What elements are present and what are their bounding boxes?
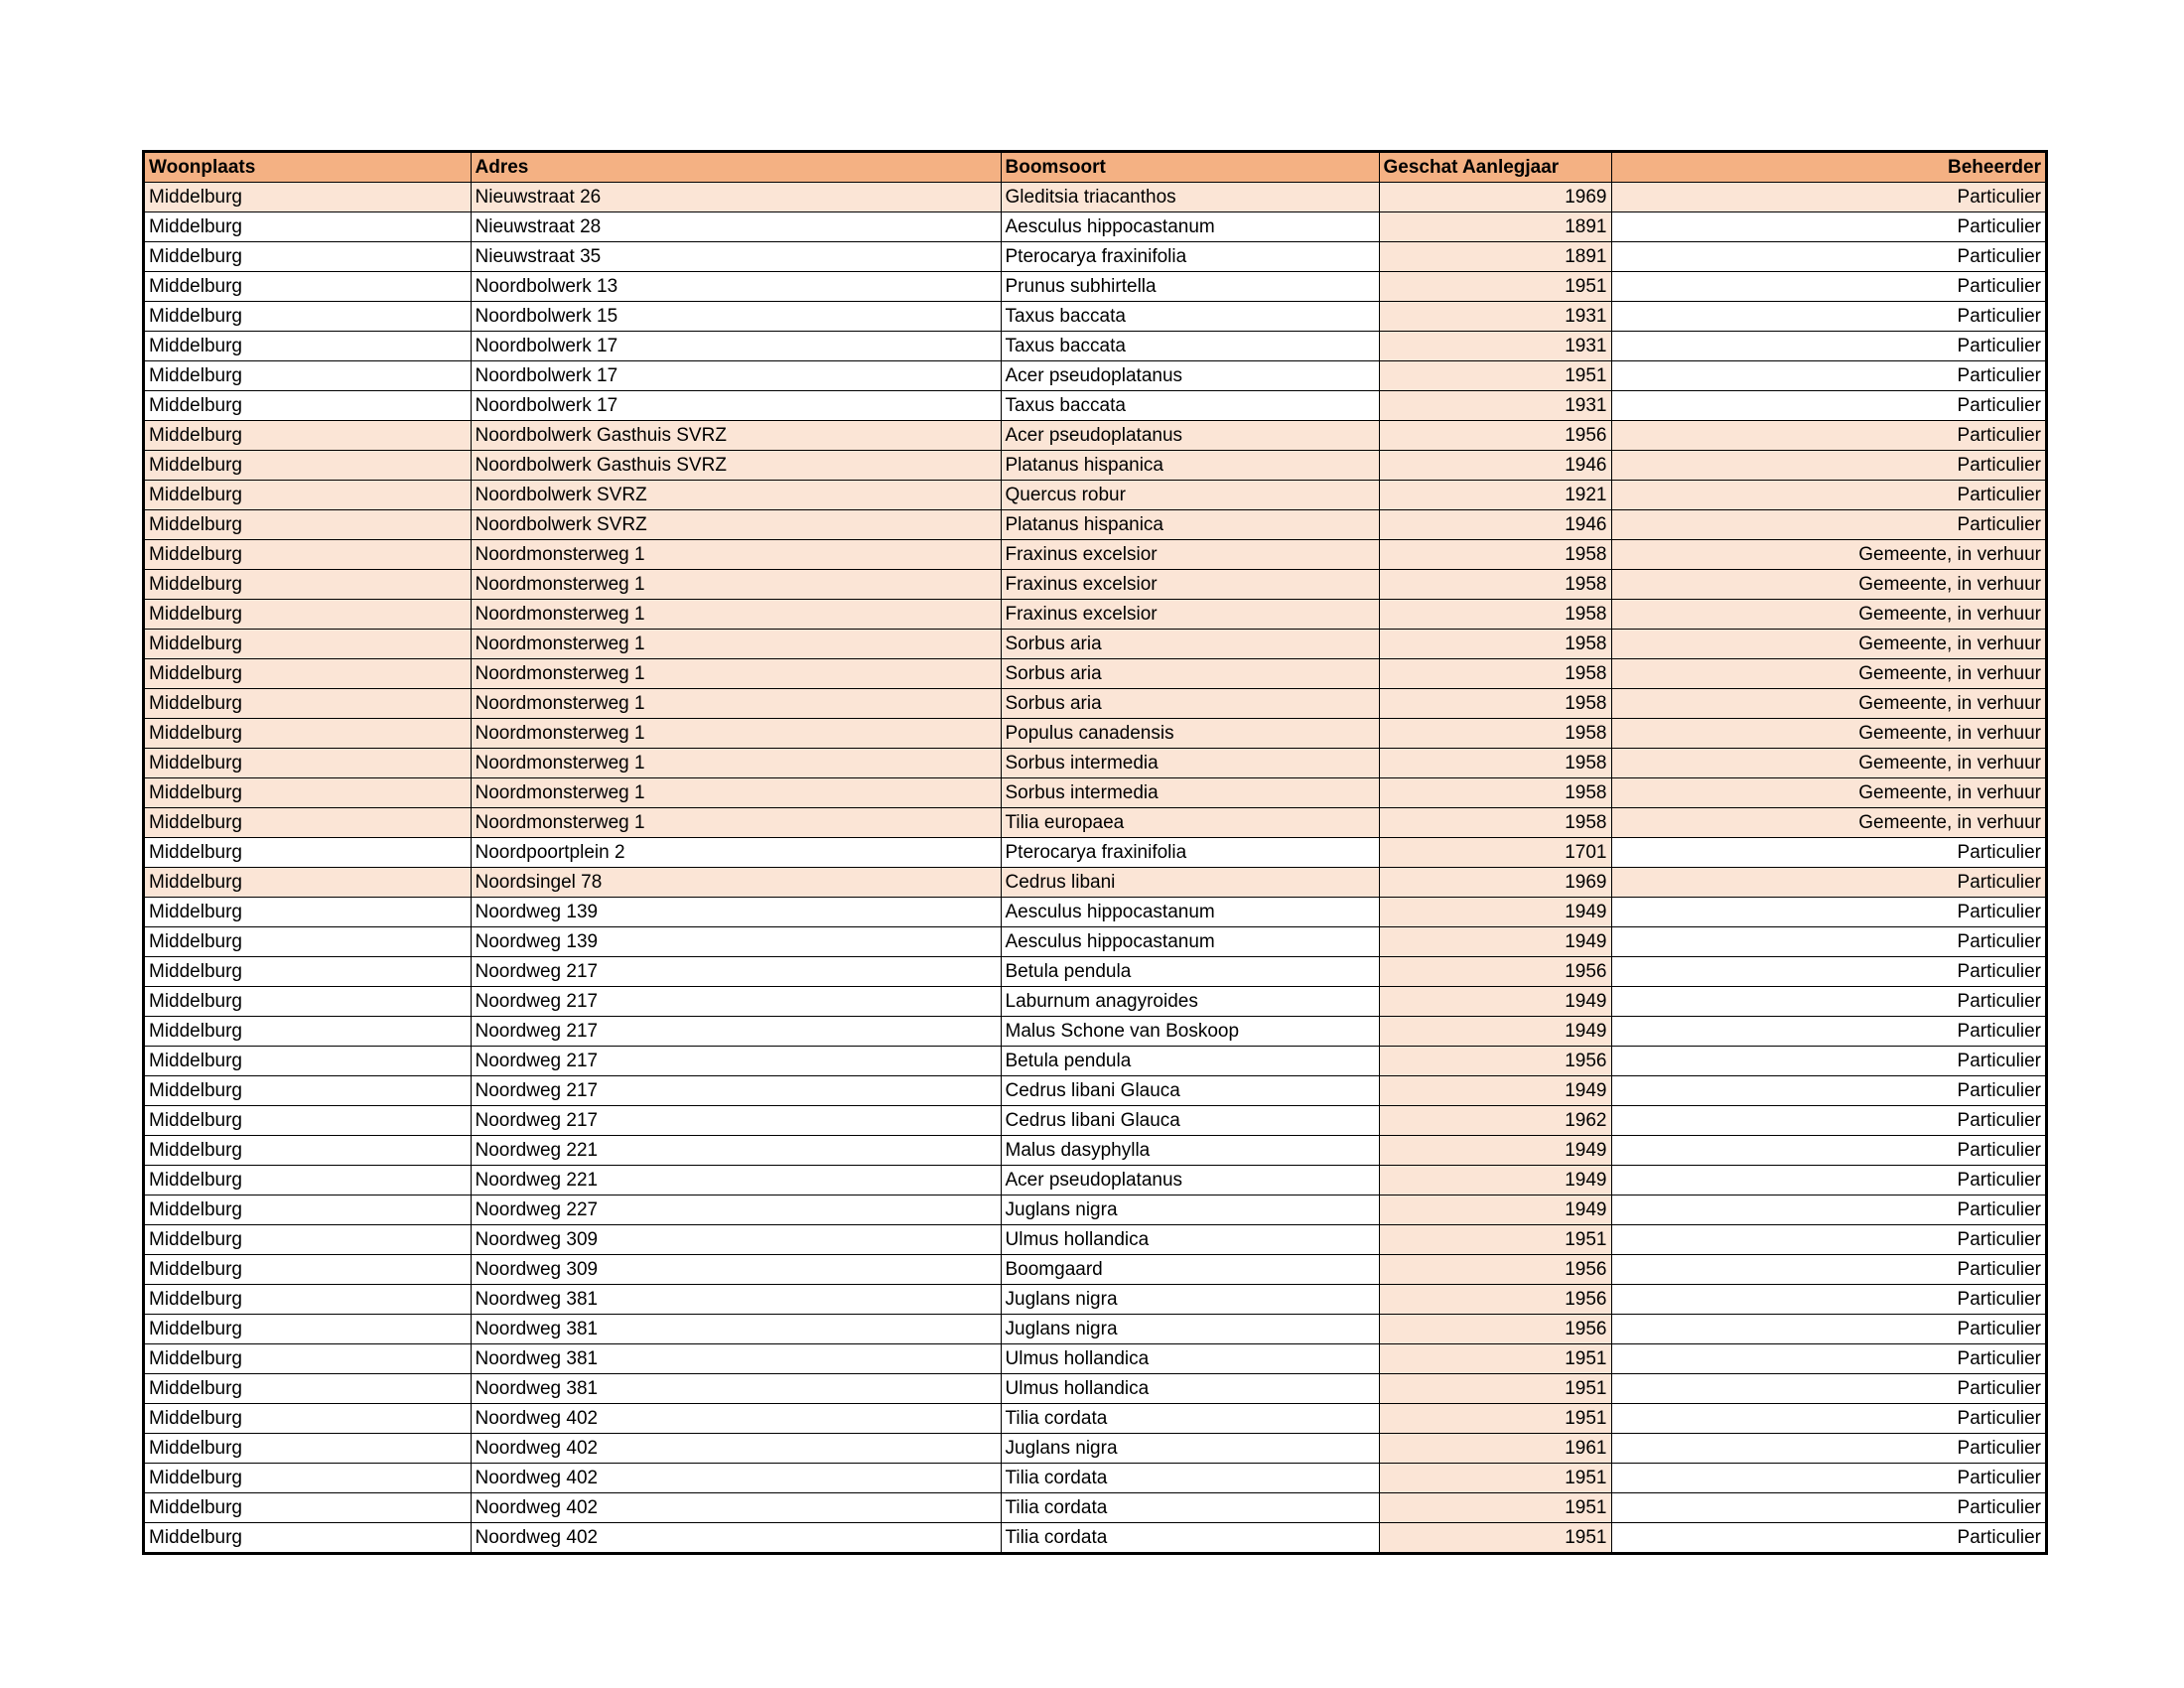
table-row	[145, 1106, 2045, 1136]
cell-woonplaats: Middelburg	[145, 481, 471, 510]
cell-beheerder: Particulier	[1611, 1344, 2045, 1374]
cell-boomsoort: Prunus subhirtella	[1001, 272, 1379, 302]
cell-woonplaats: Middelburg	[145, 1017, 471, 1047]
header-woonplaats: Woonplaats	[145, 153, 471, 183]
cell-aanlegjaar: 1951	[1379, 1523, 1611, 1553]
table-row	[145, 1523, 2045, 1553]
cell-adres: Noordweg 381	[471, 1315, 1001, 1344]
cell-adres: Noordmonsterweg 1	[471, 689, 1001, 719]
cell-boomsoort: Betula pendula	[1001, 1047, 1379, 1076]
table-row	[145, 1493, 2045, 1523]
cell-woonplaats: Middelburg	[145, 510, 471, 540]
cell-woonplaats: Middelburg	[145, 540, 471, 570]
cell-woonplaats: Middelburg	[145, 421, 471, 451]
cell-boomsoort: Juglans nigra	[1001, 1315, 1379, 1344]
cell-adres: Noordbolwerk 17	[471, 361, 1001, 391]
cell-aanlegjaar: 1951	[1379, 272, 1611, 302]
cell-woonplaats: Middelburg	[145, 600, 471, 630]
cell-boomsoort: Fraxinus excelsior	[1001, 540, 1379, 570]
table-row	[145, 242, 2045, 272]
cell-aanlegjaar: 1891	[1379, 212, 1611, 242]
cell-adres: Noordbolwerk 17	[471, 332, 1001, 361]
table-row	[145, 540, 2045, 570]
table-row	[145, 272, 2045, 302]
cell-beheerder: Particulier	[1611, 1017, 2045, 1047]
cell-woonplaats: Middelburg	[145, 391, 471, 421]
cell-adres: Noordbolwerk 15	[471, 302, 1001, 332]
cell-adres: Noordweg 381	[471, 1374, 1001, 1404]
cell-woonplaats: Middelburg	[145, 1136, 471, 1166]
table-row	[145, 689, 2045, 719]
cell-boomsoort: Juglans nigra	[1001, 1434, 1379, 1464]
cell-adres: Noordmonsterweg 1	[471, 570, 1001, 600]
table-row	[145, 1225, 2045, 1255]
cell-adres: Noordweg 402	[471, 1404, 1001, 1434]
table-row	[145, 808, 2045, 838]
cell-beheerder: Particulier	[1611, 272, 2045, 302]
cell-boomsoort: Betula pendula	[1001, 957, 1379, 987]
cell-boomsoort: Pterocarya fraxinifolia	[1001, 242, 1379, 272]
cell-boomsoort: Laburnum anagyroides	[1001, 987, 1379, 1017]
table-row	[145, 361, 2045, 391]
table-row	[145, 1047, 2045, 1076]
table-row	[145, 1255, 2045, 1285]
cell-beheerder: Particulier	[1611, 927, 2045, 957]
cell-aanlegjaar: 1962	[1379, 1106, 1611, 1136]
cell-aanlegjaar: 1969	[1379, 868, 1611, 898]
cell-beheerder: Particulier	[1611, 1285, 2045, 1315]
cell-woonplaats: Middelburg	[145, 659, 471, 689]
cell-beheerder: Particulier	[1611, 242, 2045, 272]
cell-aanlegjaar: 1949	[1379, 1166, 1611, 1196]
cell-aanlegjaar: 1946	[1379, 451, 1611, 481]
table-row	[145, 183, 2045, 212]
cell-adres: Noordmonsterweg 1	[471, 630, 1001, 659]
table-row	[145, 1374, 2045, 1404]
cell-beheerder: Particulier	[1611, 957, 2045, 987]
cell-aanlegjaar: 1951	[1379, 361, 1611, 391]
cell-beheerder: Gemeente, in verhuur	[1611, 659, 2045, 689]
cell-beheerder: Gemeente, in verhuur	[1611, 570, 2045, 600]
cell-aanlegjaar: 1949	[1379, 898, 1611, 927]
cell-boomsoort: Sorbus aria	[1001, 630, 1379, 659]
cell-boomsoort: Quercus robur	[1001, 481, 1379, 510]
cell-beheerder: Particulier	[1611, 1166, 2045, 1196]
cell-aanlegjaar: 1951	[1379, 1374, 1611, 1404]
table-row	[145, 1464, 2045, 1493]
cell-aanlegjaar: 1949	[1379, 927, 1611, 957]
cell-adres: Nieuwstraat 26	[471, 183, 1001, 212]
cell-aanlegjaar: 1951	[1379, 1493, 1611, 1523]
cell-beheerder: Particulier	[1611, 1047, 2045, 1076]
cell-beheerder: Particulier	[1611, 302, 2045, 332]
cell-aanlegjaar: 1949	[1379, 1076, 1611, 1106]
cell-boomsoort: Ulmus hollandica	[1001, 1344, 1379, 1374]
cell-aanlegjaar: 1958	[1379, 630, 1611, 659]
cell-woonplaats: Middelburg	[145, 898, 471, 927]
cell-adres: Noordpoortplein 2	[471, 838, 1001, 868]
cell-woonplaats: Middelburg	[145, 1285, 471, 1315]
header-adres: Adres	[471, 153, 1001, 183]
table-row	[145, 630, 2045, 659]
cell-beheerder: Particulier	[1611, 1255, 2045, 1285]
cell-aanlegjaar: 1956	[1379, 1255, 1611, 1285]
cell-boomsoort: Tilia cordata	[1001, 1464, 1379, 1493]
cell-boomsoort: Acer pseudoplatanus	[1001, 1166, 1379, 1196]
cell-adres: Noordweg 139	[471, 898, 1001, 927]
table-row	[145, 719, 2045, 749]
cell-aanlegjaar: 1951	[1379, 1225, 1611, 1255]
cell-aanlegjaar: 1958	[1379, 570, 1611, 600]
cell-woonplaats: Middelburg	[145, 1434, 471, 1464]
cell-adres: Noordbolwerk SVRZ	[471, 510, 1001, 540]
cell-adres: Nieuwstraat 35	[471, 242, 1001, 272]
table-row	[145, 1166, 2045, 1196]
table-row	[145, 749, 2045, 778]
cell-beheerder: Gemeente, in verhuur	[1611, 600, 2045, 630]
cell-woonplaats: Middelburg	[145, 1106, 471, 1136]
cell-boomsoort: Platanus hispanica	[1001, 510, 1379, 540]
cell-beheerder: Gemeente, in verhuur	[1611, 540, 2045, 570]
table-row	[145, 778, 2045, 808]
cell-beheerder: Particulier	[1611, 898, 2045, 927]
cell-boomsoort: Ulmus hollandica	[1001, 1374, 1379, 1404]
cell-beheerder: Particulier	[1611, 868, 2045, 898]
cell-boomsoort: Tilia cordata	[1001, 1493, 1379, 1523]
cell-beheerder: Particulier	[1611, 332, 2045, 361]
cell-aanlegjaar: 1961	[1379, 1434, 1611, 1464]
cell-woonplaats: Middelburg	[145, 272, 471, 302]
cell-adres: Noordweg 221	[471, 1166, 1001, 1196]
cell-boomsoort: Pterocarya fraxinifolia	[1001, 838, 1379, 868]
cell-aanlegjaar: 1956	[1379, 1047, 1611, 1076]
cell-aanlegjaar: 1951	[1379, 1464, 1611, 1493]
cell-boomsoort: Fraxinus excelsior	[1001, 570, 1379, 600]
cell-adres: Noordweg 309	[471, 1225, 1001, 1255]
cell-boomsoort: Taxus baccata	[1001, 302, 1379, 332]
cell-woonplaats: Middelburg	[145, 778, 471, 808]
cell-aanlegjaar: 1946	[1379, 510, 1611, 540]
cell-beheerder: Particulier	[1611, 838, 2045, 868]
cell-beheerder: Gemeente, in verhuur	[1611, 808, 2045, 838]
table-row	[145, 570, 2045, 600]
cell-boomsoort: Gleditsia triacanthos	[1001, 183, 1379, 212]
cell-boomsoort: Taxus baccata	[1001, 391, 1379, 421]
cell-woonplaats: Middelburg	[145, 1255, 471, 1285]
table-row	[145, 957, 2045, 987]
cell-woonplaats: Middelburg	[145, 689, 471, 719]
cell-aanlegjaar: 1949	[1379, 1196, 1611, 1225]
cell-adres: Noordmonsterweg 1	[471, 540, 1001, 570]
cell-adres: Noordmonsterweg 1	[471, 659, 1001, 689]
cell-boomsoort: Platanus hispanica	[1001, 451, 1379, 481]
table-row	[145, 898, 2045, 927]
cell-woonplaats: Middelburg	[145, 1493, 471, 1523]
cell-aanlegjaar: 1958	[1379, 600, 1611, 630]
cell-beheerder: Gemeente, in verhuur	[1611, 778, 2045, 808]
table-row	[145, 1017, 2045, 1047]
cell-boomsoort: Aesculus hippocastanum	[1001, 212, 1379, 242]
table-row	[145, 987, 2045, 1017]
cell-adres: Noordweg 309	[471, 1255, 1001, 1285]
cell-woonplaats: Middelburg	[145, 212, 471, 242]
table-row	[145, 1285, 2045, 1315]
cell-woonplaats: Middelburg	[145, 302, 471, 332]
cell-aanlegjaar: 1958	[1379, 808, 1611, 838]
header-boomsoort: Boomsoort	[1001, 153, 1379, 183]
cell-aanlegjaar: 1956	[1379, 1315, 1611, 1344]
table-row	[145, 1136, 2045, 1166]
cell-adres: Noordweg 221	[471, 1136, 1001, 1166]
cell-woonplaats: Middelburg	[145, 1315, 471, 1344]
cell-beheerder: Particulier	[1611, 183, 2045, 212]
cell-boomsoort: Sorbus intermedia	[1001, 749, 1379, 778]
cell-aanlegjaar: 1949	[1379, 987, 1611, 1017]
cell-adres: Noordweg 402	[471, 1523, 1001, 1553]
cell-adres: Noordweg 217	[471, 987, 1001, 1017]
cell-aanlegjaar: 1931	[1379, 302, 1611, 332]
table-row	[145, 481, 2045, 510]
cell-woonplaats: Middelburg	[145, 1464, 471, 1493]
cell-boomsoort: Taxus baccata	[1001, 332, 1379, 361]
cell-woonplaats: Middelburg	[145, 987, 471, 1017]
cell-beheerder: Particulier	[1611, 987, 2045, 1017]
cell-adres: Noordweg 217	[471, 1106, 1001, 1136]
cell-beheerder: Particulier	[1611, 361, 2045, 391]
cell-aanlegjaar: 1931	[1379, 391, 1611, 421]
cell-aanlegjaar: 1701	[1379, 838, 1611, 868]
cell-woonplaats: Middelburg	[145, 183, 471, 212]
table-row	[145, 332, 2045, 361]
cell-woonplaats: Middelburg	[145, 1196, 471, 1225]
table-row	[145, 302, 2045, 332]
cell-woonplaats: Middelburg	[145, 332, 471, 361]
cell-aanlegjaar: 1891	[1379, 242, 1611, 272]
cell-aanlegjaar: 1951	[1379, 1404, 1611, 1434]
cell-woonplaats: Middelburg	[145, 361, 471, 391]
cell-adres: Noordbolwerk Gasthuis SVRZ	[471, 451, 1001, 481]
table-row	[145, 1076, 2045, 1106]
table-row	[145, 1344, 2045, 1374]
cell-beheerder: Particulier	[1611, 391, 2045, 421]
cell-woonplaats: Middelburg	[145, 451, 471, 481]
cell-adres: Noordweg 217	[471, 957, 1001, 987]
cell-adres: Noordmonsterweg 1	[471, 778, 1001, 808]
cell-boomsoort: Ulmus hollandica	[1001, 1225, 1379, 1255]
cell-boomsoort: Malus dasyphylla	[1001, 1136, 1379, 1166]
cell-beheerder: Gemeente, in verhuur	[1611, 719, 2045, 749]
cell-beheerder: Particulier	[1611, 481, 2045, 510]
cell-beheerder: Particulier	[1611, 1136, 2045, 1166]
cell-woonplaats: Middelburg	[145, 1225, 471, 1255]
table-row	[145, 927, 2045, 957]
cell-boomsoort: Aesculus hippocastanum	[1001, 898, 1379, 927]
cell-boomsoort: Juglans nigra	[1001, 1196, 1379, 1225]
cell-beheerder: Gemeente, in verhuur	[1611, 749, 2045, 778]
cell-aanlegjaar: 1958	[1379, 719, 1611, 749]
table-row	[145, 838, 2045, 868]
cell-boomsoort: Populus canadensis	[1001, 719, 1379, 749]
cell-boomsoort: Acer pseudoplatanus	[1001, 421, 1379, 451]
cell-boomsoort: Tilia europaea	[1001, 808, 1379, 838]
cell-adres: Noordweg 227	[471, 1196, 1001, 1225]
table-row	[145, 212, 2045, 242]
cell-aanlegjaar: 1931	[1379, 332, 1611, 361]
cell-aanlegjaar: 1958	[1379, 659, 1611, 689]
cell-woonplaats: Middelburg	[145, 1076, 471, 1106]
cell-woonplaats: Middelburg	[145, 868, 471, 898]
cell-aanlegjaar: 1949	[1379, 1136, 1611, 1166]
table-row	[145, 451, 2045, 481]
cell-boomsoort: Boomgaard	[1001, 1255, 1379, 1285]
cell-boomsoort: Cedrus libani	[1001, 868, 1379, 898]
cell-beheerder: Particulier	[1611, 1374, 2045, 1404]
tree-register-table	[142, 150, 2048, 1555]
table-row	[145, 1404, 2045, 1434]
cell-woonplaats: Middelburg	[145, 719, 471, 749]
cell-adres: Noordsingel 78	[471, 868, 1001, 898]
cell-boomsoort: Cedrus libani Glauca	[1001, 1106, 1379, 1136]
cell-beheerder: Particulier	[1611, 1225, 2045, 1255]
cell-boomsoort: Sorbus aria	[1001, 689, 1379, 719]
cell-adres: Noordweg 217	[471, 1047, 1001, 1076]
cell-aanlegjaar: 1949	[1379, 1017, 1611, 1047]
cell-beheerder: Particulier	[1611, 1196, 2045, 1225]
table-row	[145, 600, 2045, 630]
cell-beheerder: Particulier	[1611, 1076, 2045, 1106]
cell-woonplaats: Middelburg	[145, 1374, 471, 1404]
table-row	[145, 868, 2045, 898]
cell-woonplaats: Middelburg	[145, 957, 471, 987]
table-row	[145, 510, 2045, 540]
cell-woonplaats: Middelburg	[145, 1344, 471, 1374]
cell-beheerder: Particulier	[1611, 1464, 2045, 1493]
cell-boomsoort: Juglans nigra	[1001, 1285, 1379, 1315]
table-row	[145, 421, 2045, 451]
cell-woonplaats: Middelburg	[145, 927, 471, 957]
cell-adres: Nieuwstraat 28	[471, 212, 1001, 242]
cell-beheerder: Particulier	[1611, 421, 2045, 451]
cell-woonplaats: Middelburg	[145, 242, 471, 272]
cell-adres: Noordweg 402	[471, 1464, 1001, 1493]
cell-beheerder: Particulier	[1611, 1493, 2045, 1523]
cell-aanlegjaar: 1956	[1379, 421, 1611, 451]
cell-adres: Noordweg 217	[471, 1076, 1001, 1106]
cell-beheerder: Particulier	[1611, 451, 2045, 481]
cell-boomsoort: Sorbus intermedia	[1001, 778, 1379, 808]
cell-beheerder: Particulier	[1611, 1523, 2045, 1553]
cell-adres: Noordbolwerk 17	[471, 391, 1001, 421]
cell-adres: Noordmonsterweg 1	[471, 600, 1001, 630]
cell-beheerder: Gemeente, in verhuur	[1611, 689, 2045, 719]
header-beheerder: Beheerder	[1611, 153, 2045, 183]
cell-adres: Noordmonsterweg 1	[471, 808, 1001, 838]
table-row	[145, 1434, 2045, 1464]
cell-beheerder: Particulier	[1611, 1404, 2045, 1434]
cell-adres: Noordbolwerk 13	[471, 272, 1001, 302]
cell-woonplaats: Middelburg	[145, 749, 471, 778]
cell-aanlegjaar: 1956	[1379, 957, 1611, 987]
cell-adres: Noordbolwerk Gasthuis SVRZ	[471, 421, 1001, 451]
cell-aanlegjaar: 1951	[1379, 1344, 1611, 1374]
cell-woonplaats: Middelburg	[145, 570, 471, 600]
cell-woonplaats: Middelburg	[145, 1404, 471, 1434]
cell-woonplaats: Middelburg	[145, 1523, 471, 1553]
cell-aanlegjaar: 1958	[1379, 749, 1611, 778]
header-geschat-aanlegjaar: Geschat Aanlegjaar	[1379, 153, 1611, 183]
cell-beheerder: Particulier	[1611, 510, 2045, 540]
cell-boomsoort: Tilia cordata	[1001, 1523, 1379, 1553]
cell-beheerder: Particulier	[1611, 212, 2045, 242]
cell-beheerder: Particulier	[1611, 1106, 2045, 1136]
cell-woonplaats: Middelburg	[145, 1047, 471, 1076]
cell-woonplaats: Middelburg	[145, 1166, 471, 1196]
cell-adres: Noordweg 381	[471, 1285, 1001, 1315]
table-row	[145, 391, 2045, 421]
cell-beheerder: Particulier	[1611, 1315, 2045, 1344]
table-row	[145, 1196, 2045, 1225]
cell-boomsoort: Malus Schone van Boskoop	[1001, 1017, 1379, 1047]
cell-boomsoort: Sorbus aria	[1001, 659, 1379, 689]
cell-aanlegjaar: 1921	[1379, 481, 1611, 510]
header-row	[145, 153, 2045, 183]
cell-adres: Noordweg 139	[471, 927, 1001, 957]
cell-beheerder: Gemeente, in verhuur	[1611, 630, 2045, 659]
table-row	[145, 659, 2045, 689]
cell-adres: Noordmonsterweg 1	[471, 719, 1001, 749]
cell-woonplaats: Middelburg	[145, 838, 471, 868]
cell-adres: Noordweg 381	[471, 1344, 1001, 1374]
table-row	[145, 1315, 2045, 1344]
cell-adres: Noordweg 402	[471, 1493, 1001, 1523]
cell-boomsoort: Tilia cordata	[1001, 1404, 1379, 1434]
cell-adres: Noordmonsterweg 1	[471, 749, 1001, 778]
cell-woonplaats: Middelburg	[145, 808, 471, 838]
cell-boomsoort: Aesculus hippocastanum	[1001, 927, 1379, 957]
cell-woonplaats: Middelburg	[145, 630, 471, 659]
cell-aanlegjaar: 1969	[1379, 183, 1611, 212]
cell-aanlegjaar: 1958	[1379, 689, 1611, 719]
cell-adres: Noordweg 217	[471, 1017, 1001, 1047]
cell-aanlegjaar: 1958	[1379, 540, 1611, 570]
cell-boomsoort: Cedrus libani Glauca	[1001, 1076, 1379, 1106]
cell-adres: Noordbolwerk SVRZ	[471, 481, 1001, 510]
cell-aanlegjaar: 1956	[1379, 1285, 1611, 1315]
cell-boomsoort: Acer pseudoplatanus	[1001, 361, 1379, 391]
cell-aanlegjaar: 1958	[1379, 778, 1611, 808]
cell-beheerder: Particulier	[1611, 1434, 2045, 1464]
cell-adres: Noordweg 402	[471, 1434, 1001, 1464]
cell-boomsoort: Fraxinus excelsior	[1001, 600, 1379, 630]
